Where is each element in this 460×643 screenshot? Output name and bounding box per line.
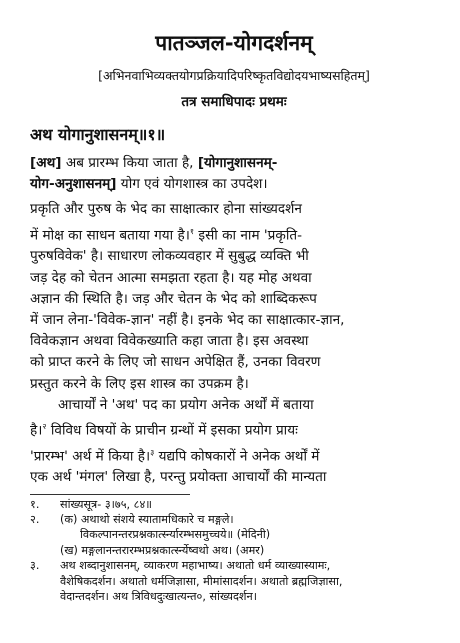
body-line-13: है।$^२$ विविध विषयों के प्राचीन ग्रन्थों में इसका प्रयोग प्रायः <box>30 421 298 439</box>
book-page <box>0 30 460 643</box>
page-title: पातञ्जल-योगदर्शनम् <box>155 31 313 55</box>
body-line-1: [अथ] अब प्रारम्भ किया जाता है, [योगानुशासनम्- <box>30 155 278 171</box>
body-line-5: पुरुषविवेक' है। साधारण लोकव्यवहार में सुबुद्ध व्यक्ति भी <box>30 248 309 265</box>
body-line-12: आचार्यों ने 'अथ' पद का प्रयोग अनेक अर्थों में बताया <box>58 396 314 413</box>
footnote-divider <box>30 494 190 495</box>
footnote-3-cont-2: वेदान्तदर्शन। अथ त्रिविधदुःखात्यन्त०, सांख्यदर्शन। <box>60 590 257 604</box>
footnote-2a-cont: विकल्पानन्तरप्रश्नकार्त्स्न्यारम्भसमुच्चये॥ (मेदिनी) <box>80 528 271 542</box>
bracket-term-yoganushasanam: [योगानुशासनम्- <box>197 155 278 171</box>
body-line-6: जड़ देह को चेतन आत्मा समझता रहता है। यह मोह अथवा <box>30 269 312 286</box>
commentary-body <box>30 153 438 489</box>
body-line-11: प्रस्तुत करने के लिए इस शास्त्र का उपक्रम है। <box>30 375 249 392</box>
body-line-9: विवेकज्ञान अथवा विवेकख्याति कहा जाता है। इस अवस्था <box>30 333 309 350</box>
footnote-2a: २. (क) अथाथो संशये स्यातामधिकारे च मङ्गले। <box>30 513 234 527</box>
body-line-15: एक अर्थ 'मंगल' लिखा है, परन्तु प्रयोक्ता आचार्यों की मान्यता <box>30 469 327 486</box>
chapter-heading: तत्र समाधिपादः प्रथमः <box>181 94 287 110</box>
bracket-term-atha: [अथ] <box>30 155 62 171</box>
body-line-2: योग-अनुशासनम्] योग एवं योगशास्त्र का उपदेश। <box>30 176 268 193</box>
body-line-4: में मोक्ष का साधन बताया गया है।$^१$ इसी का नाम 'प्रकृति- <box>30 226 302 244</box>
footnote-2b: (ख) मङ्गलानन्तरारम्भप्रश्नकार्त्स्न्येष्वथो अथ। (अमर) <box>60 543 265 557</box>
footnotes <box>30 497 438 605</box>
sutra-text: अथ योगानुशासनम्॥१॥ <box>30 125 166 144</box>
footnote-ref-3: ३ <box>150 447 155 457</box>
footnote-ref-2: २ <box>42 421 47 431</box>
footnote-ref-1: १ <box>189 226 195 236</box>
footnote-3: ३. अथ शब्दानुशासनम्, व्याकरण महाभाष्य। अथातो धर्म व्याख्यास्यामः, <box>30 559 331 573</box>
body-line-3: प्रकृति और पुरुष के भेद का साक्षात्कार होना सांख्यदर्शन <box>30 201 302 218</box>
body-line-7: अज्ञान की स्थिति है। जड़ और चेतन के भेद को शाब्दिकरूप <box>30 290 317 307</box>
body-line-10: को प्राप्त करने के लिए जो साधन अपेक्षित हैं, उनका विवरण <box>30 354 321 371</box>
footnote-1: १. सांख्यसूत्र- ३।७५, ८४॥ <box>30 497 152 511</box>
body-line-14: 'प्रारम्भ' अर्थ में किया है।$^३$ यद्यपि कोषकारों ने अनेक अर्थों में <box>30 447 320 465</box>
body-line-8: में जान लेना-'विवेक-ज्ञान' नहीं है। इनके भेद का साक्षात्कार-ज्ञान, <box>30 311 345 328</box>
bracket-term-yoga-anushasanam: योग-अनुशासनम्] <box>30 176 117 193</box>
page-subtitle: [अभिनवाभिव्यक्तयोगप्रक्रियादिपरिष्कृतविद्योदयभाष्यसहितम्] <box>98 68 370 83</box>
footnote-3-cont-1: वैशेषिकदर्शन। अथातो धर्मजिज्ञासा, मीमांसादर्शन। अथातो ब्रह्मजिज्ञासा, <box>60 574 343 588</box>
